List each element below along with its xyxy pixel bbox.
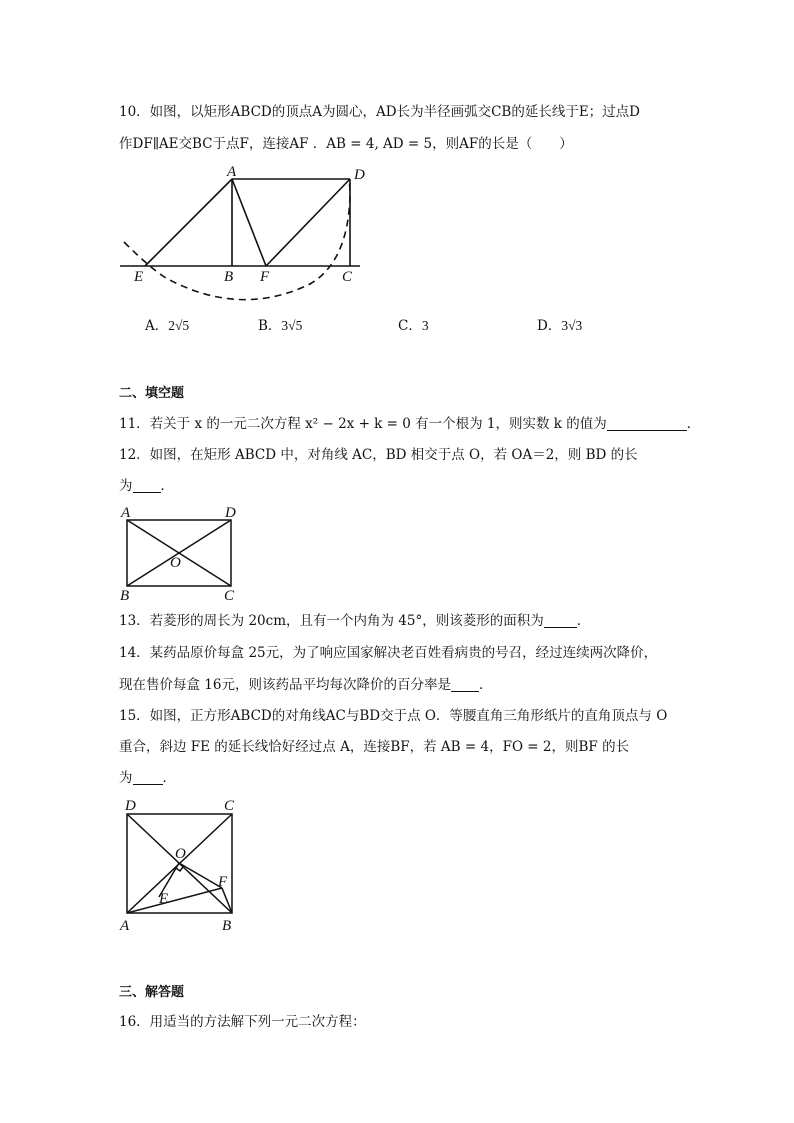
q10-option-c-value: 3 <box>421 318 429 333</box>
q10-text-line1: 10．如图，以矩形ABCD的顶点A为圆心，AD长为半径画弧交CB的延长线于E；过点D <box>119 104 641 120</box>
q10-text-line2: 作DF∥AE交BC于点F，连接AF ．AB = 4, AD = 5，则AF的长是（ ） <box>119 136 573 152</box>
q12-end: ． <box>160 478 174 494</box>
q12-line2-prefix: 为 <box>119 478 133 494</box>
q10-option-b-letter: B． <box>258 318 282 334</box>
q15-label-B: B <box>222 918 232 934</box>
q15-end: ． <box>162 770 176 786</box>
q10-option-a-letter: A． <box>145 318 169 334</box>
section3-title: 三、解答题 <box>119 985 185 1000</box>
q14-text-line1: 14．某药品原价每盒 25元，为了响应国家解决老百姓看病贵的号召，经过连续两次降价， <box>119 645 658 661</box>
q15-label-C: C <box>224 798 235 814</box>
q11-end: ． <box>686 416 701 432</box>
q15-text-line2: 重合，斜边 FE 的延长线恰好经过点 A，连接BF，若 AB = 4，FO = 2，则BF 的长 <box>119 739 630 755</box>
q15-label-O: O <box>175 846 186 862</box>
q16-text: 16．用适当的方法解下列一元二次方程： <box>119 1014 366 1030</box>
q10-option-d-value: 3√3 <box>561 318 583 333</box>
q10-label-D: D <box>354 167 365 183</box>
q13-end: ． <box>576 613 591 629</box>
q12-label-C: C <box>224 588 235 604</box>
q12-label-O: O <box>170 555 181 571</box>
q10-label-F: F <box>260 269 270 285</box>
q10-label-C: C <box>342 269 353 285</box>
q15-label-D: D <box>125 798 136 814</box>
q10-option-d-letter: D． <box>537 318 562 334</box>
q12-label-A: A <box>121 505 131 521</box>
q10-label-B: B <box>224 269 234 285</box>
q15-text-line1: 15．如图，正方形ABCD的对角线AC与BD交于点 O．等腰直角三角形纸片的直角顶点与 O <box>119 708 668 724</box>
q12-label-B: B <box>120 588 130 604</box>
section2-title: 二、填空题 <box>119 386 185 401</box>
q10-label-E: E <box>134 269 144 285</box>
q10-option-a-value: 2√5 <box>168 318 190 333</box>
q10-option-b-value: 3√5 <box>281 318 303 333</box>
q10-option-c-letter: C． <box>398 318 422 334</box>
q15-label-E: E <box>159 891 169 907</box>
q15-label-A: A <box>120 918 130 934</box>
q14-line2-stem: 现在售价每盒 16元，则该药品平均每次降价的百分率是 <box>119 677 451 693</box>
q11-stem: 11．若关于 x 的一元二次方程 x² − 2x + k = 0 有一个根为 1，则实数 k 的值为 <box>119 416 607 432</box>
q15-label-F: F <box>218 874 228 890</box>
q10-label-A: A <box>227 164 237 180</box>
q14-end: ． <box>478 677 493 693</box>
q12-text-line1: 12．如图，在矩形 ABCD 中，对角线 AC，BD 相交于点 O，若 OA＝2，则 BD 的长 <box>119 447 638 463</box>
q15-line3-prefix: 为 <box>119 770 133 786</box>
q13-stem: 13．若菱形的周长为 20cm，且有一个内角为 45°，则该菱形的面积为 <box>119 613 544 629</box>
q12-label-D: D <box>225 505 236 521</box>
